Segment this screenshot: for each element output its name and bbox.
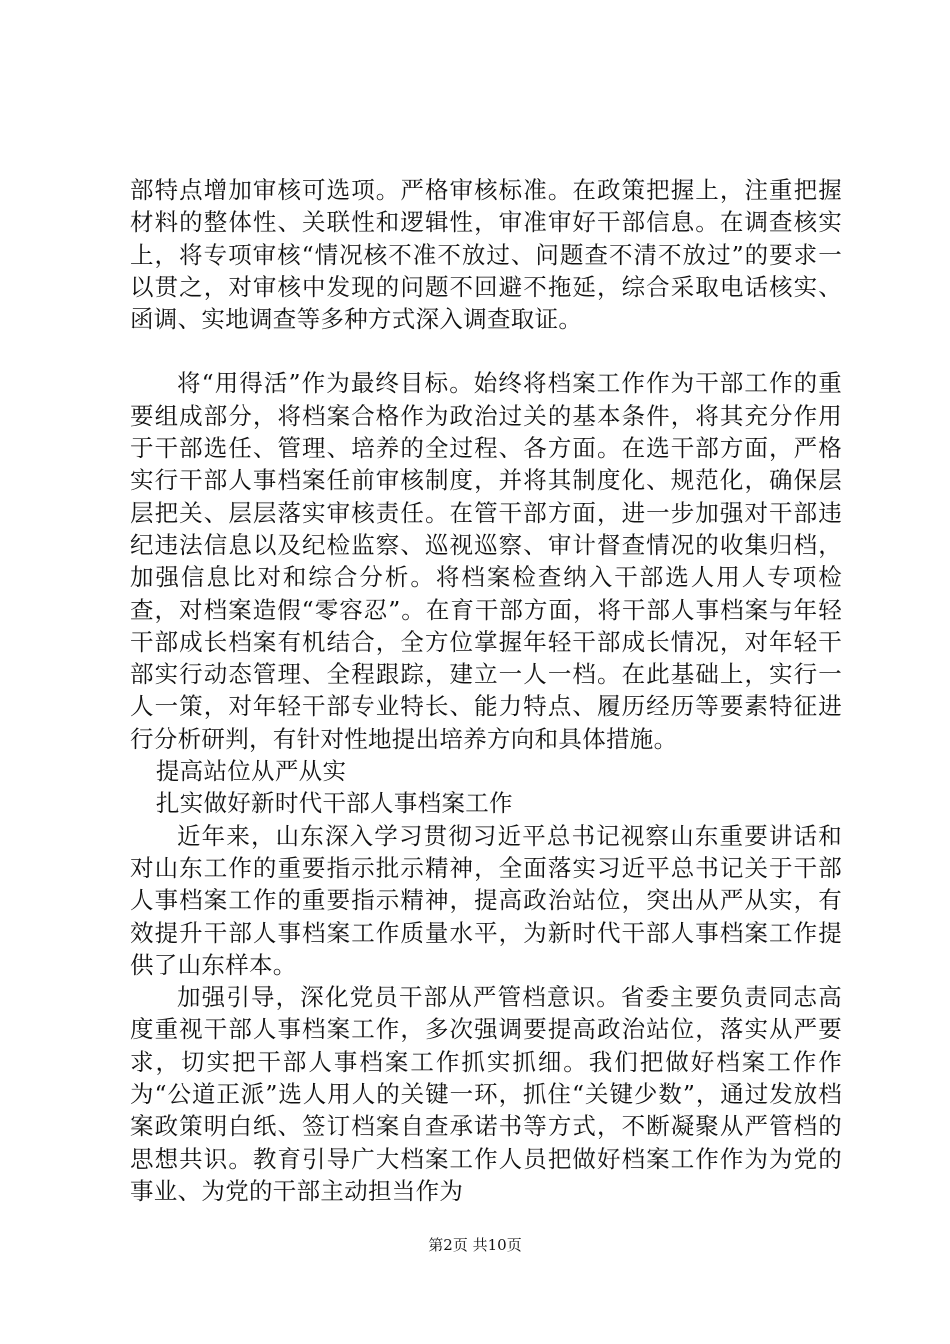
page-footer: 第2页 共10页	[428, 1236, 522, 1254]
paragraph-shandong-intro: 近年来，山东深入学习贯彻习近平总书记视察山东重要讲话和对山东工作的重要指示批示精神，全面落实习近平总书记关于干部人事档案工作的重要指示精神，提高政治站位，突出从严从实，有效提升干部人事档案工作质量水平，为新时代干部人事档案工作提供了山东样本。	[130, 821, 842, 979]
section-heading-line-2: 扎实做好新时代干部人事档案工作	[155, 789, 513, 818]
paragraph-audit-standards: 部特点增加审核可选项。严格审核标准。在政策把握上，注重把握材料的整体性、关联性和逻辑性，审准审好干部信息。在调查核实上，将专项审核“情况核不准不放过、问题查不清不放过”的要求一以贯之，对审核中发现的问题不回避不拖延，综合采取电话核实、函调、实地调查等多种方式深入调查取证。	[130, 176, 842, 334]
paragraph-strengthen-guidance: 加强引导，深化党员干部从严管档意识。省委主要负责同志高度重视干部人事档案工作，多次强调要提高政治站位，落实从严要求，切实把干部人事档案工作抓实抓细。我们把做好档案工作作为“公道正派”选人用人的关键一环，抓住“关键少数”，通过发放档案政策明白纸、签订档案自查承诺书等方式，不断凝聚从严管档的思想共识。教育引导广大档案工作人员把做好档案工作作为为党的事业、为党的干部主动担当作为	[130, 983, 842, 1205]
document-body	[130, 174, 842, 1207]
section-heading-line-1: 提高站位从严从实	[155, 757, 347, 786]
paragraph-final-goal: 将“用得活”作为最终目标。始终将档案工作作为干部工作的重要组成部分，将档案合格作为政治过关的基本条件，将其充分作用于干部选任、管理、培养的全过程、各方面。在选干部方面，严格实行干部人事档案任前审核制度，并将其制度化、规范化，确保层层把关、层层落实审核责任。在管干部方面，进一步加强对干部违纪违法信息以及纪检监察、巡视巡察、审计督查情况的收集归档，加强信息比对和综合分析。将档案检查纳入干部选人用人专项检查，对档案造假“零容忍”。在育干部方面，将干部人事档案与年轻干部成长档案有机结合，全方位掌握年轻干部成长情况，对年轻干部实行动态管理、全程跟踪，建立一人一档。在此基础上，实行一人一策，对年轻干部专业特长、能力特点、履历经历等要素特征进行分析研判，有针对性地提出培养方向和具体措施。	[130, 369, 842, 753]
